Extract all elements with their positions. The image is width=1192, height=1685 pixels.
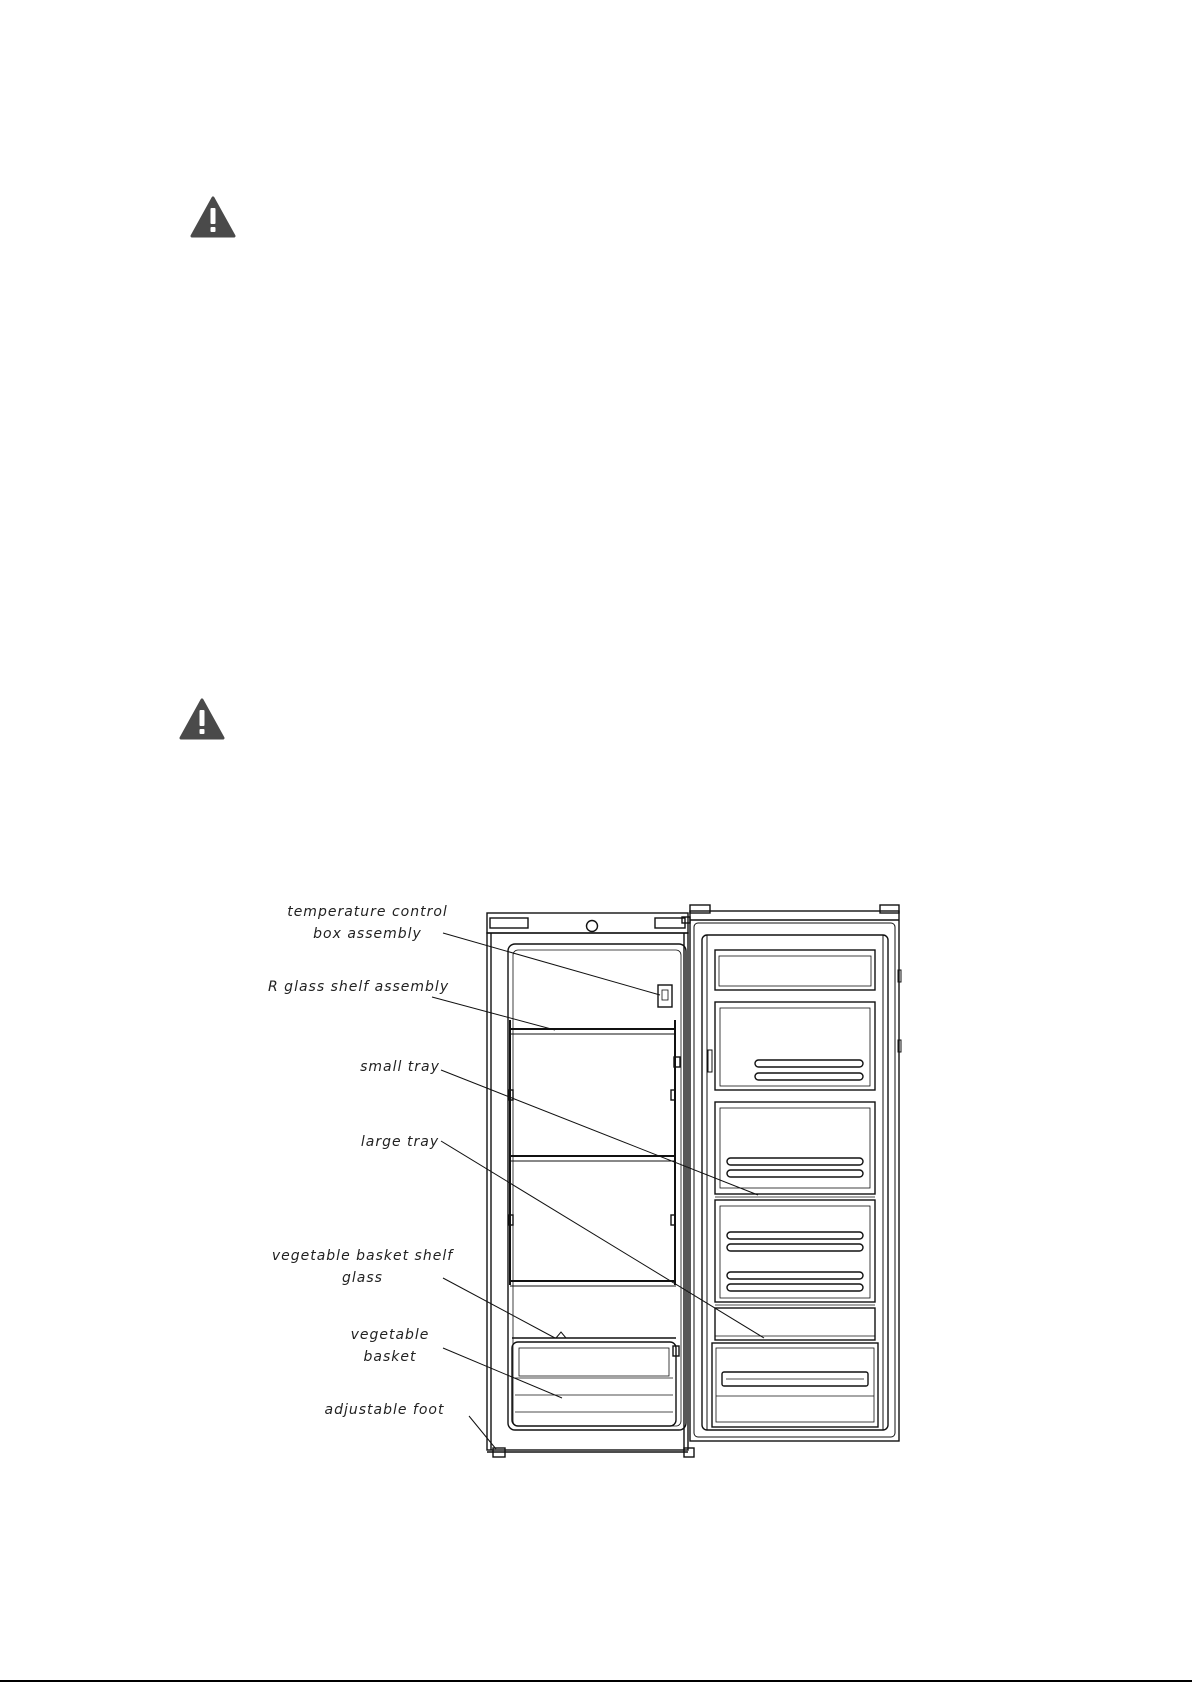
label-large-tray	[350, 1131, 450, 1153]
label-line: vegetable	[350, 1327, 430, 1343]
label-line: box assembly	[313, 926, 422, 942]
label-line: large tray	[360, 1134, 440, 1150]
label-line: vegetable basket shelf	[271, 1248, 454, 1264]
label-line: basket	[363, 1349, 417, 1365]
open-door	[690, 905, 901, 1441]
label-vegetable-basket	[340, 1324, 440, 1368]
label-temperature-control-box	[285, 901, 450, 945]
label-line: adjustable foot	[324, 1402, 445, 1418]
leader-lines	[432, 933, 764, 1449]
label-vegetable-basket-shelf-glass	[270, 1245, 455, 1289]
label-small-tray	[350, 1056, 450, 1078]
footer-rule	[0, 1680, 1192, 1682]
label-r-glass-shelf-assembly	[268, 976, 448, 998]
label-line: R glass shelf assembly	[268, 979, 450, 995]
label-line: small tray	[360, 1059, 440, 1075]
cabinet-body	[487, 913, 694, 1457]
label-line: temperature control	[287, 904, 448, 920]
label-adjustable-foot	[322, 1399, 447, 1421]
label-line: glass	[342, 1270, 383, 1286]
